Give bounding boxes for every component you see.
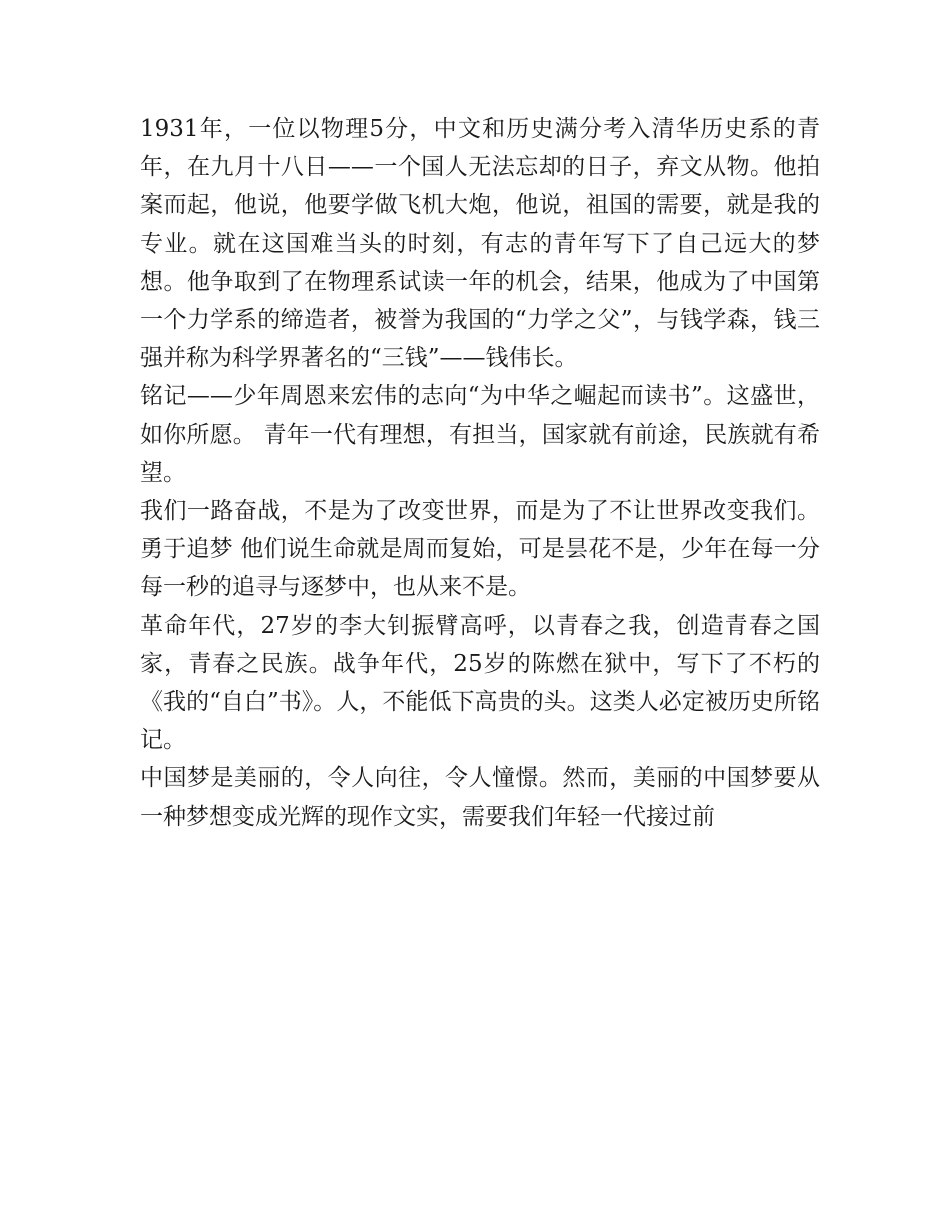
paragraph-china-dream: 中国梦是美丽的，令人向往，令人憧憬。然而，美丽的中国梦要从一种梦想变成光辉的现作文实，需要我们年轻一代接过前 bbox=[140, 765, 820, 830]
paragraph-pursue-dreams: 我们一路奋战，不是为了改变世界，而是为了不让世界改变我们。 勇于追梦 他们说生命就是周而复始，可是昙花不是，少年在每一分每一秒的追寻与逐梦中，也从来不是。 bbox=[140, 498, 820, 601]
document-page bbox=[140, 110, 820, 836]
paragraph-zhou-enlai: 铭记——少年周恩来宏伟的志向“为中华之崛起而读书”。这盛世，如你所愿。 青年一代有理想，有担当，国家就有前途，民族就有希望。 bbox=[140, 383, 820, 486]
paragraph-qian-weichang: 1931年，一位以物理5分，中文和历史满分考入清华历史系的青年，在九月十八日——一个国人无法忘却的日子，弃文从物。他拍案而起，他说，他要学做飞机大炮，他说，祖国的需要，就是我的专业。就在这国难当头的时刻，有志的青年写下了自己远大的梦想。他争取到了在物理系试读一年的机会，结果，他成为了中国第一个力学系的缔造者，被誉为我国的“力学之父”，与钱学森，钱三强并称为科学界著名的“三钱”——钱伟长。 bbox=[140, 116, 820, 372]
paragraph-revolution-era: 革命年代，27岁的李大钊振臂高呼，以青春之我，创造青春之国家，青春之民族。战争年代，25岁的陈燃在狱中，写下了不朽的《我的“自白”书》。人，不能低下高贵的头。这类人必定被历史所铭记。 bbox=[140, 612, 820, 754]
